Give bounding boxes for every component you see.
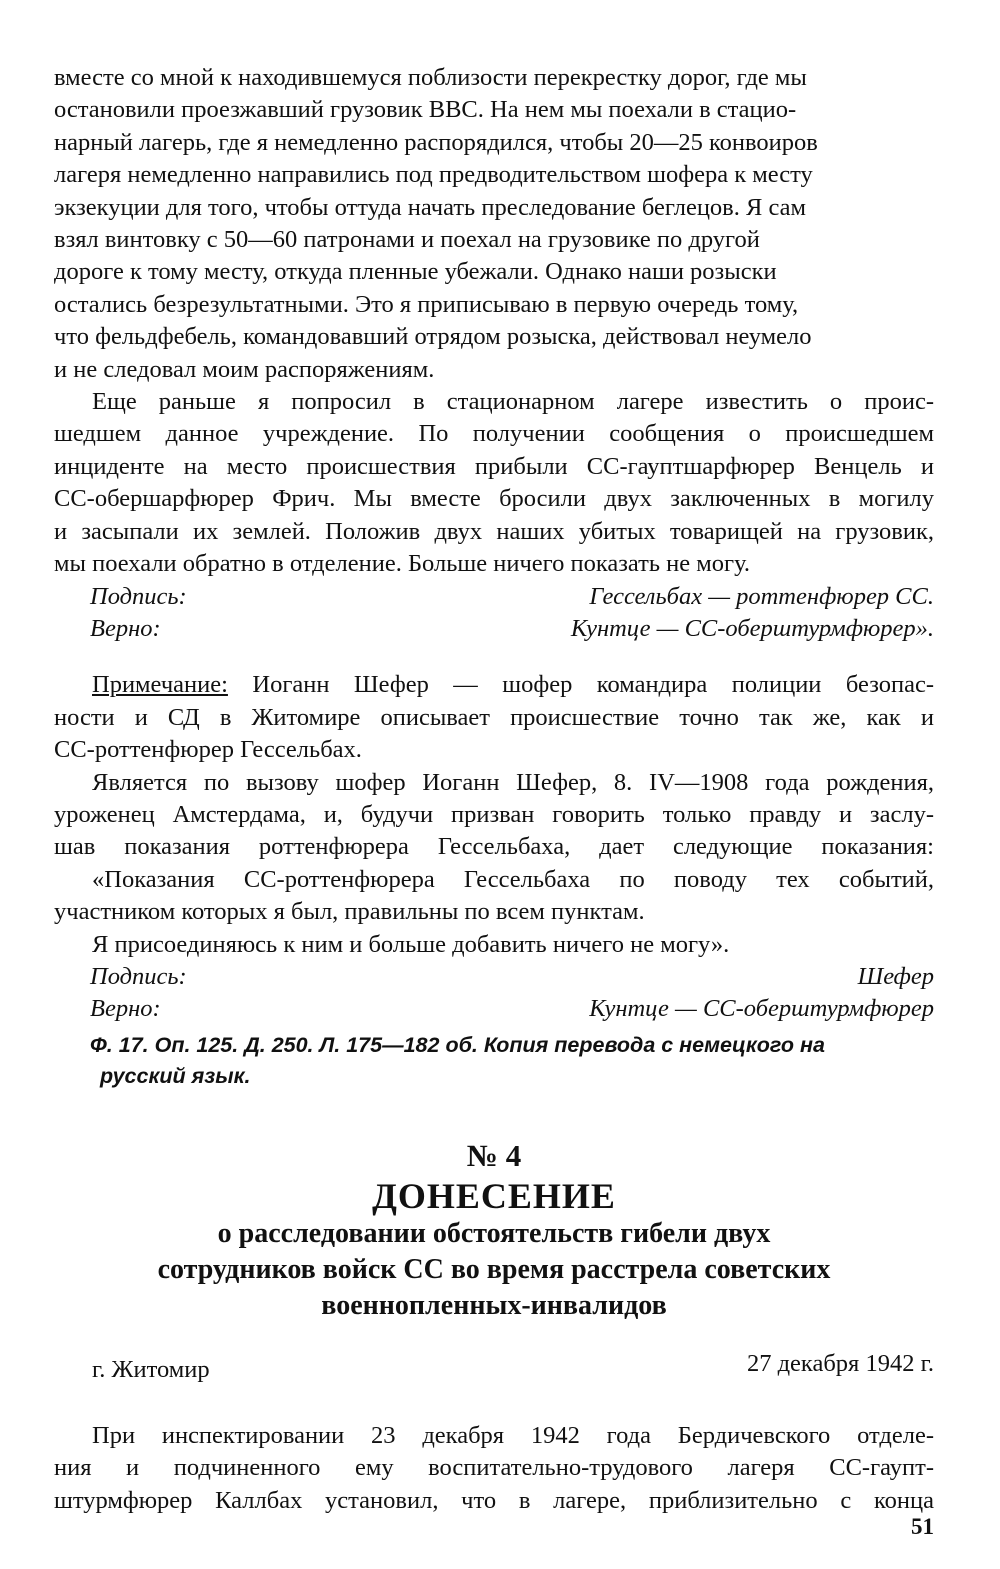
document-title-line: военнопленных-инвалидов (321, 1289, 667, 1321)
document-title-line: сотрудников войск СС во время расстрела советских (157, 1253, 831, 1285)
signature-label: Подпись: (90, 582, 187, 610)
document-type: ДОНЕСЕНИЕ (372, 1175, 616, 1216)
document-number: № 4 (466, 1137, 522, 1173)
text-line: штурмфюрер Каллбах установил, что в лагере, приблизительно с конца (54, 1486, 934, 1514)
signature-value: Гессельбах — роттенфюрер СС. (589, 582, 934, 610)
text-line: мы поехали обратно в отделение. Больше ничего показать не могу. (54, 550, 750, 578)
testimony-paragraph (54, 929, 934, 961)
text-line: взял винтовку с 50—60 патронами и поехал на грузовике по другой (54, 226, 760, 254)
text-line: нарный лагерь, где я немедленно распорядился, чтобы 20—25 конвоиров (54, 128, 818, 156)
text-line: шедшем данное учреждение. По получении сообщения о происшедшем (54, 420, 934, 448)
text-line: вместе со мной к находившемуся поблизости перекрестку дорог, где мы (54, 64, 807, 91)
text-line: «Показания СС-роттенфюрера Гессельбаха по поводу тех событий, (92, 865, 934, 893)
spacer (54, 645, 934, 669)
text-line: Я присоединяюсь к ним и больше добавить ничего не могу». (92, 930, 730, 958)
signature-row (54, 961, 934, 993)
report-paragraph (54, 1420, 934, 1517)
testimony-paragraph (54, 864, 934, 929)
page-number: 51 (911, 1514, 934, 1539)
verification-value: Кунтце — СС-оберштурмфюрер». (570, 614, 934, 642)
text-line: Является по вызову шофер Иоганн Шефер, 8. IV—1908 года рождения, (92, 768, 934, 796)
text-line: и засыпали их землей. Положив двух наших убитых товарищей на грузовик, (54, 517, 934, 545)
text-line: экзекуции для того, чтобы оттуда начать преследование беглецов. Я сам (54, 193, 807, 221)
archive-source (54, 1030, 934, 1092)
document-heading (54, 1136, 934, 1324)
text-line: дороге к тому месту, откуда пленные убежали. Однако наши розыски (54, 258, 777, 286)
text-line: шав показания роттенфюрера Гессельбаха, дает следующие показания: (54, 833, 934, 861)
verification-value: Кунтце — СС-оберштурмфюрер (589, 995, 934, 1023)
text-line: СС-обершарфюрер Фрич. Мы вместе бросили двух заключенных в могилу (54, 485, 934, 513)
signature-value: Шефер (857, 962, 934, 990)
text-line: ности и СД в Житомире описывает происшествие точно так же, как и (54, 703, 934, 731)
text-line: лагеря немедленно направились под предводительством шофера к месту (54, 161, 813, 189)
text-line: СС-роттенфюрер Гессельбах. (54, 736, 362, 764)
verification-row (54, 993, 934, 1025)
source-line: русский язык. (100, 1063, 251, 1088)
text-line: При инспектировании 23 декабря 1942 года Бердичевского отделе- (92, 1421, 934, 1449)
note-text: Иоганн Шефер — шофер командира полиции безопас- (227, 671, 934, 699)
document-date: 27 декабря 1942 г. (746, 1349, 934, 1377)
text-line: остались безрезультатными. Это я приписываю в первую очередь тому, (54, 290, 799, 318)
testimony-paragraph (54, 62, 934, 386)
verification-row (54, 613, 934, 645)
text-line: Еще раньше я попросил в стационарном лагере известить о проис- (92, 388, 934, 416)
source-line: Ф. 17. Оп. 125. Д. 250. Л. 175—182 об. Копия перевода с немецкого на (90, 1032, 825, 1057)
testimony-paragraph (54, 767, 934, 864)
note-paragraph (54, 669, 934, 766)
text-line: и не следовал моим распоряжениям. (54, 355, 435, 383)
place-date-row (54, 1349, 934, 1386)
verification-label: Верно: (90, 614, 161, 642)
testimony-paragraph (54, 386, 934, 580)
verification-label: Верно: (90, 995, 161, 1023)
text-line: что фельдфебель, командовавший отрядом розыска, действовал неумело (54, 323, 812, 351)
text-line: остановили проезжавший грузовик ВВС. На нем мы поехали в стацио- (54, 96, 797, 124)
document-place: г. Житомир (92, 1355, 210, 1383)
spacer (54, 1386, 934, 1420)
page-content (54, 62, 934, 1517)
text-line: участником которых я был, правильны по всем пунктам. (54, 898, 645, 926)
text-line: уроженец Амстердама, и, будучи призван говорить только правду и заслу- (54, 800, 934, 828)
text-line: инциденте на место происшествия прибыли СС-гауптшарфюрер Венцель и (54, 452, 934, 480)
text-line (54, 669, 934, 701)
signature-label: Подпись: (90, 962, 187, 990)
note-label: Примечание: (92, 671, 228, 699)
text-line: ния и подчиненного ему воспитательно-трудового лагеря СС-гаупт- (54, 1454, 934, 1482)
signature-row (54, 581, 934, 613)
document-title-line: о расследовании обстоятельств гибели двух (217, 1217, 771, 1249)
